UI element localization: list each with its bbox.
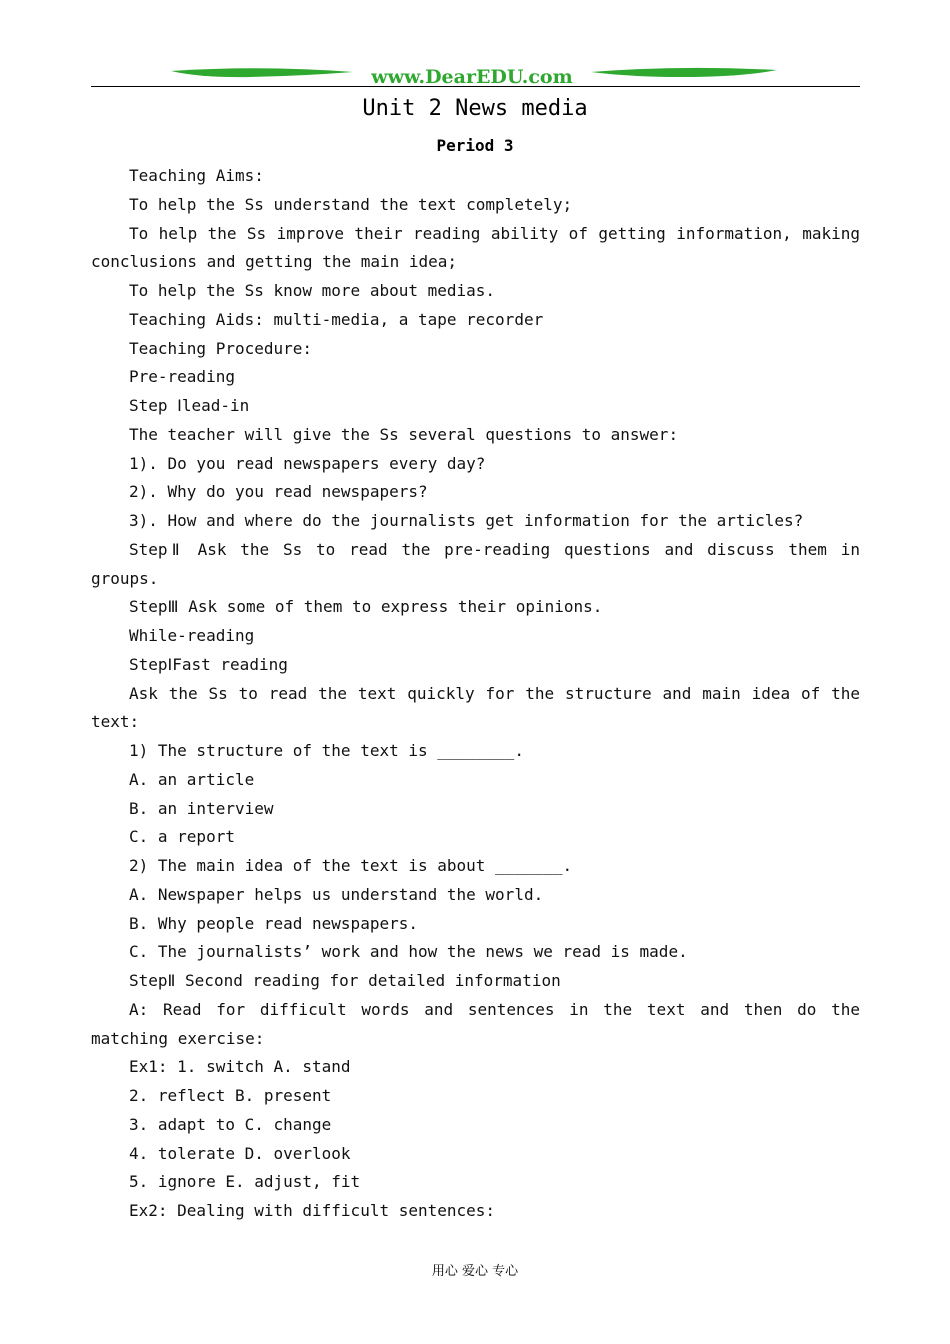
text-line: Ask the Ss to read the text quickly for the structure and main idea of the bbox=[129, 683, 860, 703]
text-line: B. an interview bbox=[129, 798, 274, 818]
text-line: 4. tolerate D. overlook bbox=[129, 1143, 351, 1163]
text-line: StepⅢ Ask some of them to express their opinions. bbox=[129, 597, 603, 617]
header-logo-banner bbox=[91, 62, 860, 88]
page-footer: 用心 爱心 专心 bbox=[431, 1264, 519, 1279]
text-line: 2. reflect B. present bbox=[129, 1086, 332, 1105]
document-subtitle: Period 3 bbox=[436, 136, 514, 155]
text-line: C. a report bbox=[129, 827, 235, 847]
lesson-body bbox=[91, 162, 860, 1226]
text-line: conclusions and getting the main idea; bbox=[91, 252, 458, 272]
page-header bbox=[91, 62, 860, 88]
text-line: To help the Ss know more about medias. bbox=[129, 281, 496, 300]
text-line: StepⅡ Ask the Ss to read the pre-reading questions and discuss them in bbox=[129, 539, 860, 559]
left-swoosh bbox=[171, 68, 353, 77]
text-line: StepⅡ Second reading for detailed information bbox=[129, 971, 561, 990]
text-line: Teaching Procedure: bbox=[129, 338, 313, 358]
document-title: Unit 2 News media bbox=[362, 96, 588, 121]
text-line: The teacher will give the Ss several questions to answer: bbox=[129, 424, 679, 444]
text-line: Teaching Aims: bbox=[129, 166, 264, 185]
text-line: C. The journalists’ work and how the news we read is made. bbox=[129, 942, 688, 962]
text-line: text: bbox=[91, 712, 140, 732]
text-line: A. Newspaper helps us understand the world. bbox=[129, 884, 544, 904]
text-line: To help the Ss improve their reading ability of getting information, making bbox=[129, 223, 860, 243]
text-line: 1). Do you read newspapers every day? bbox=[129, 453, 486, 473]
text-line: Ex1: 1. switch A. stand bbox=[129, 1057, 351, 1077]
text-line: StepⅠFast reading bbox=[129, 654, 288, 674]
text-line: 1) The structure of the text is ________. bbox=[129, 741, 524, 760]
text-line: 3. adapt to C. change bbox=[129, 1114, 332, 1134]
text-line: 2). Why do you read newspapers? bbox=[129, 482, 428, 502]
text-line: 5. ignore E. adjust, fit bbox=[129, 1172, 361, 1192]
text-line: B. Why people read newspapers. bbox=[129, 913, 418, 933]
text-line: Step Ⅰlead-in bbox=[129, 396, 250, 415]
text-line: groups. bbox=[91, 568, 159, 588]
text-line: Ex2: Dealing with difficult sentences: bbox=[129, 1201, 496, 1220]
text-line: 3). How and where do the journalists get information for the articles? bbox=[129, 511, 804, 530]
text-line: A. an article bbox=[129, 769, 255, 789]
text-line: A: Read for difficult words and sentences in the text and then do the bbox=[129, 999, 860, 1019]
text-line: While-reading bbox=[129, 626, 255, 645]
right-swoosh bbox=[591, 68, 777, 77]
text-line: To help the Ss understand the text completely; bbox=[129, 194, 573, 214]
text-line: Pre-reading bbox=[129, 367, 235, 387]
text-line: matching exercise: bbox=[91, 1028, 265, 1048]
text-line: Teaching Aids: multi-media, a tape recorder bbox=[129, 309, 544, 329]
logo-text: www.DearEDU.com bbox=[371, 66, 573, 88]
header-rule bbox=[91, 86, 860, 87]
text-line: 2) The main idea of the text is about _______. bbox=[129, 856, 573, 875]
